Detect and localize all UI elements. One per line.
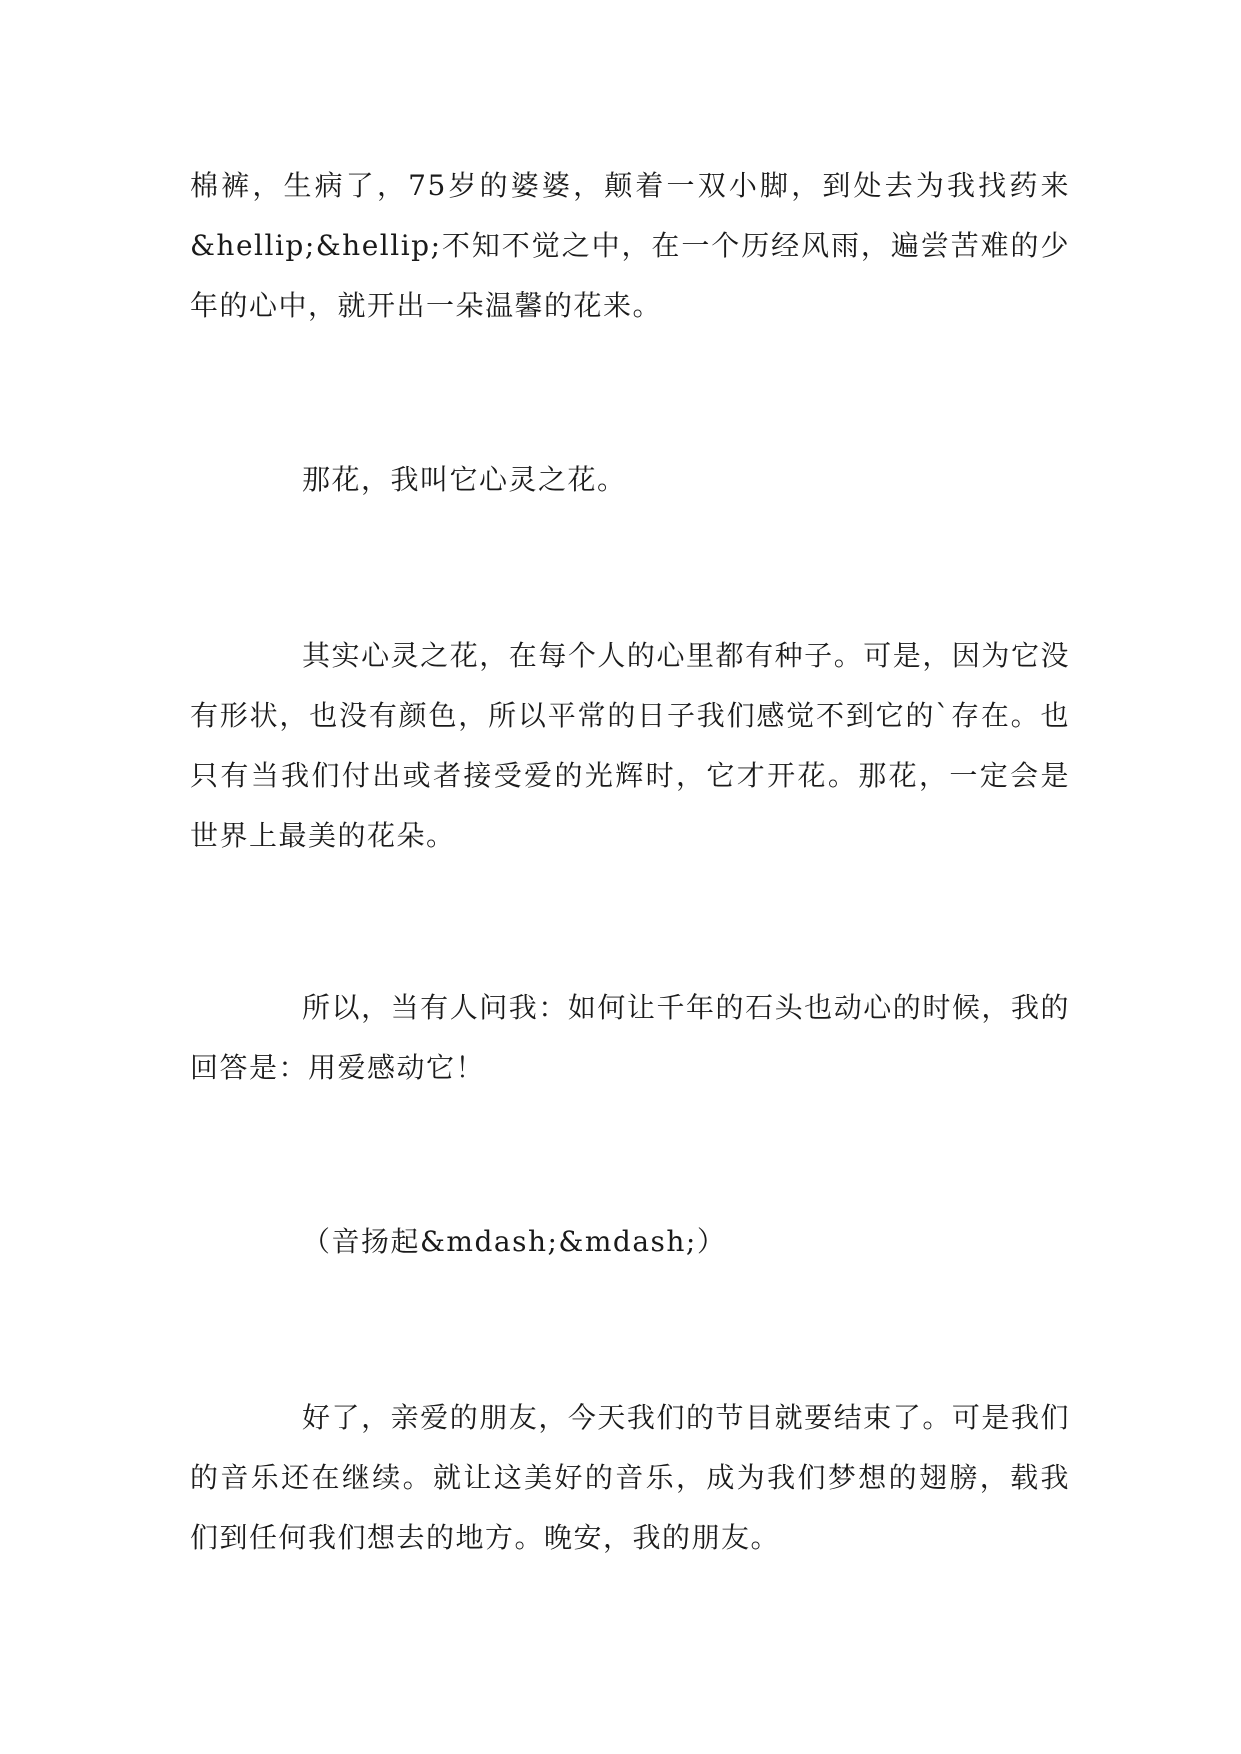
paragraph-closing: 好了，亲爱的朋友，今天我们的节目就要结束了。可是我们的音乐还在继续。就让这美好的音乐，成为我们梦想的翅膀，载我们到任何我们想去的地方。晚安，我的朋友。 bbox=[190, 1401, 1070, 1554]
paragraph-answer: 所以，当有人问我：如何让千年的石头也动心的时候，我的回答是：用爱感动它！ bbox=[190, 991, 1070, 1084]
paragraph-flower-name: 那花，我叫它心灵之花。 bbox=[302, 463, 627, 496]
paragraph-heart-flower: 其实心灵之花，在每个人的心里都有种子。可是，因为它没有形状，也没有颜色，所以平常的日子我们感觉不到它的`存在。也只有当我们付出或者接受爱的光辉时，它才开花。那花，一定会是世界上最美的花朵。 bbox=[190, 639, 1070, 852]
paragraph-continuation: 棉裤，生病了，75岁的婆婆，颠着一双小脚，到处去为我找药来&hellip;&hellip;不知不觉之中，在一个历经风雨，遍尝苦难的少年的心中，就开出一朵温馨的花来。 bbox=[190, 169, 1070, 322]
paragraph-music-cue: （音扬起&mdash;&mdash;） bbox=[302, 1225, 727, 1258]
